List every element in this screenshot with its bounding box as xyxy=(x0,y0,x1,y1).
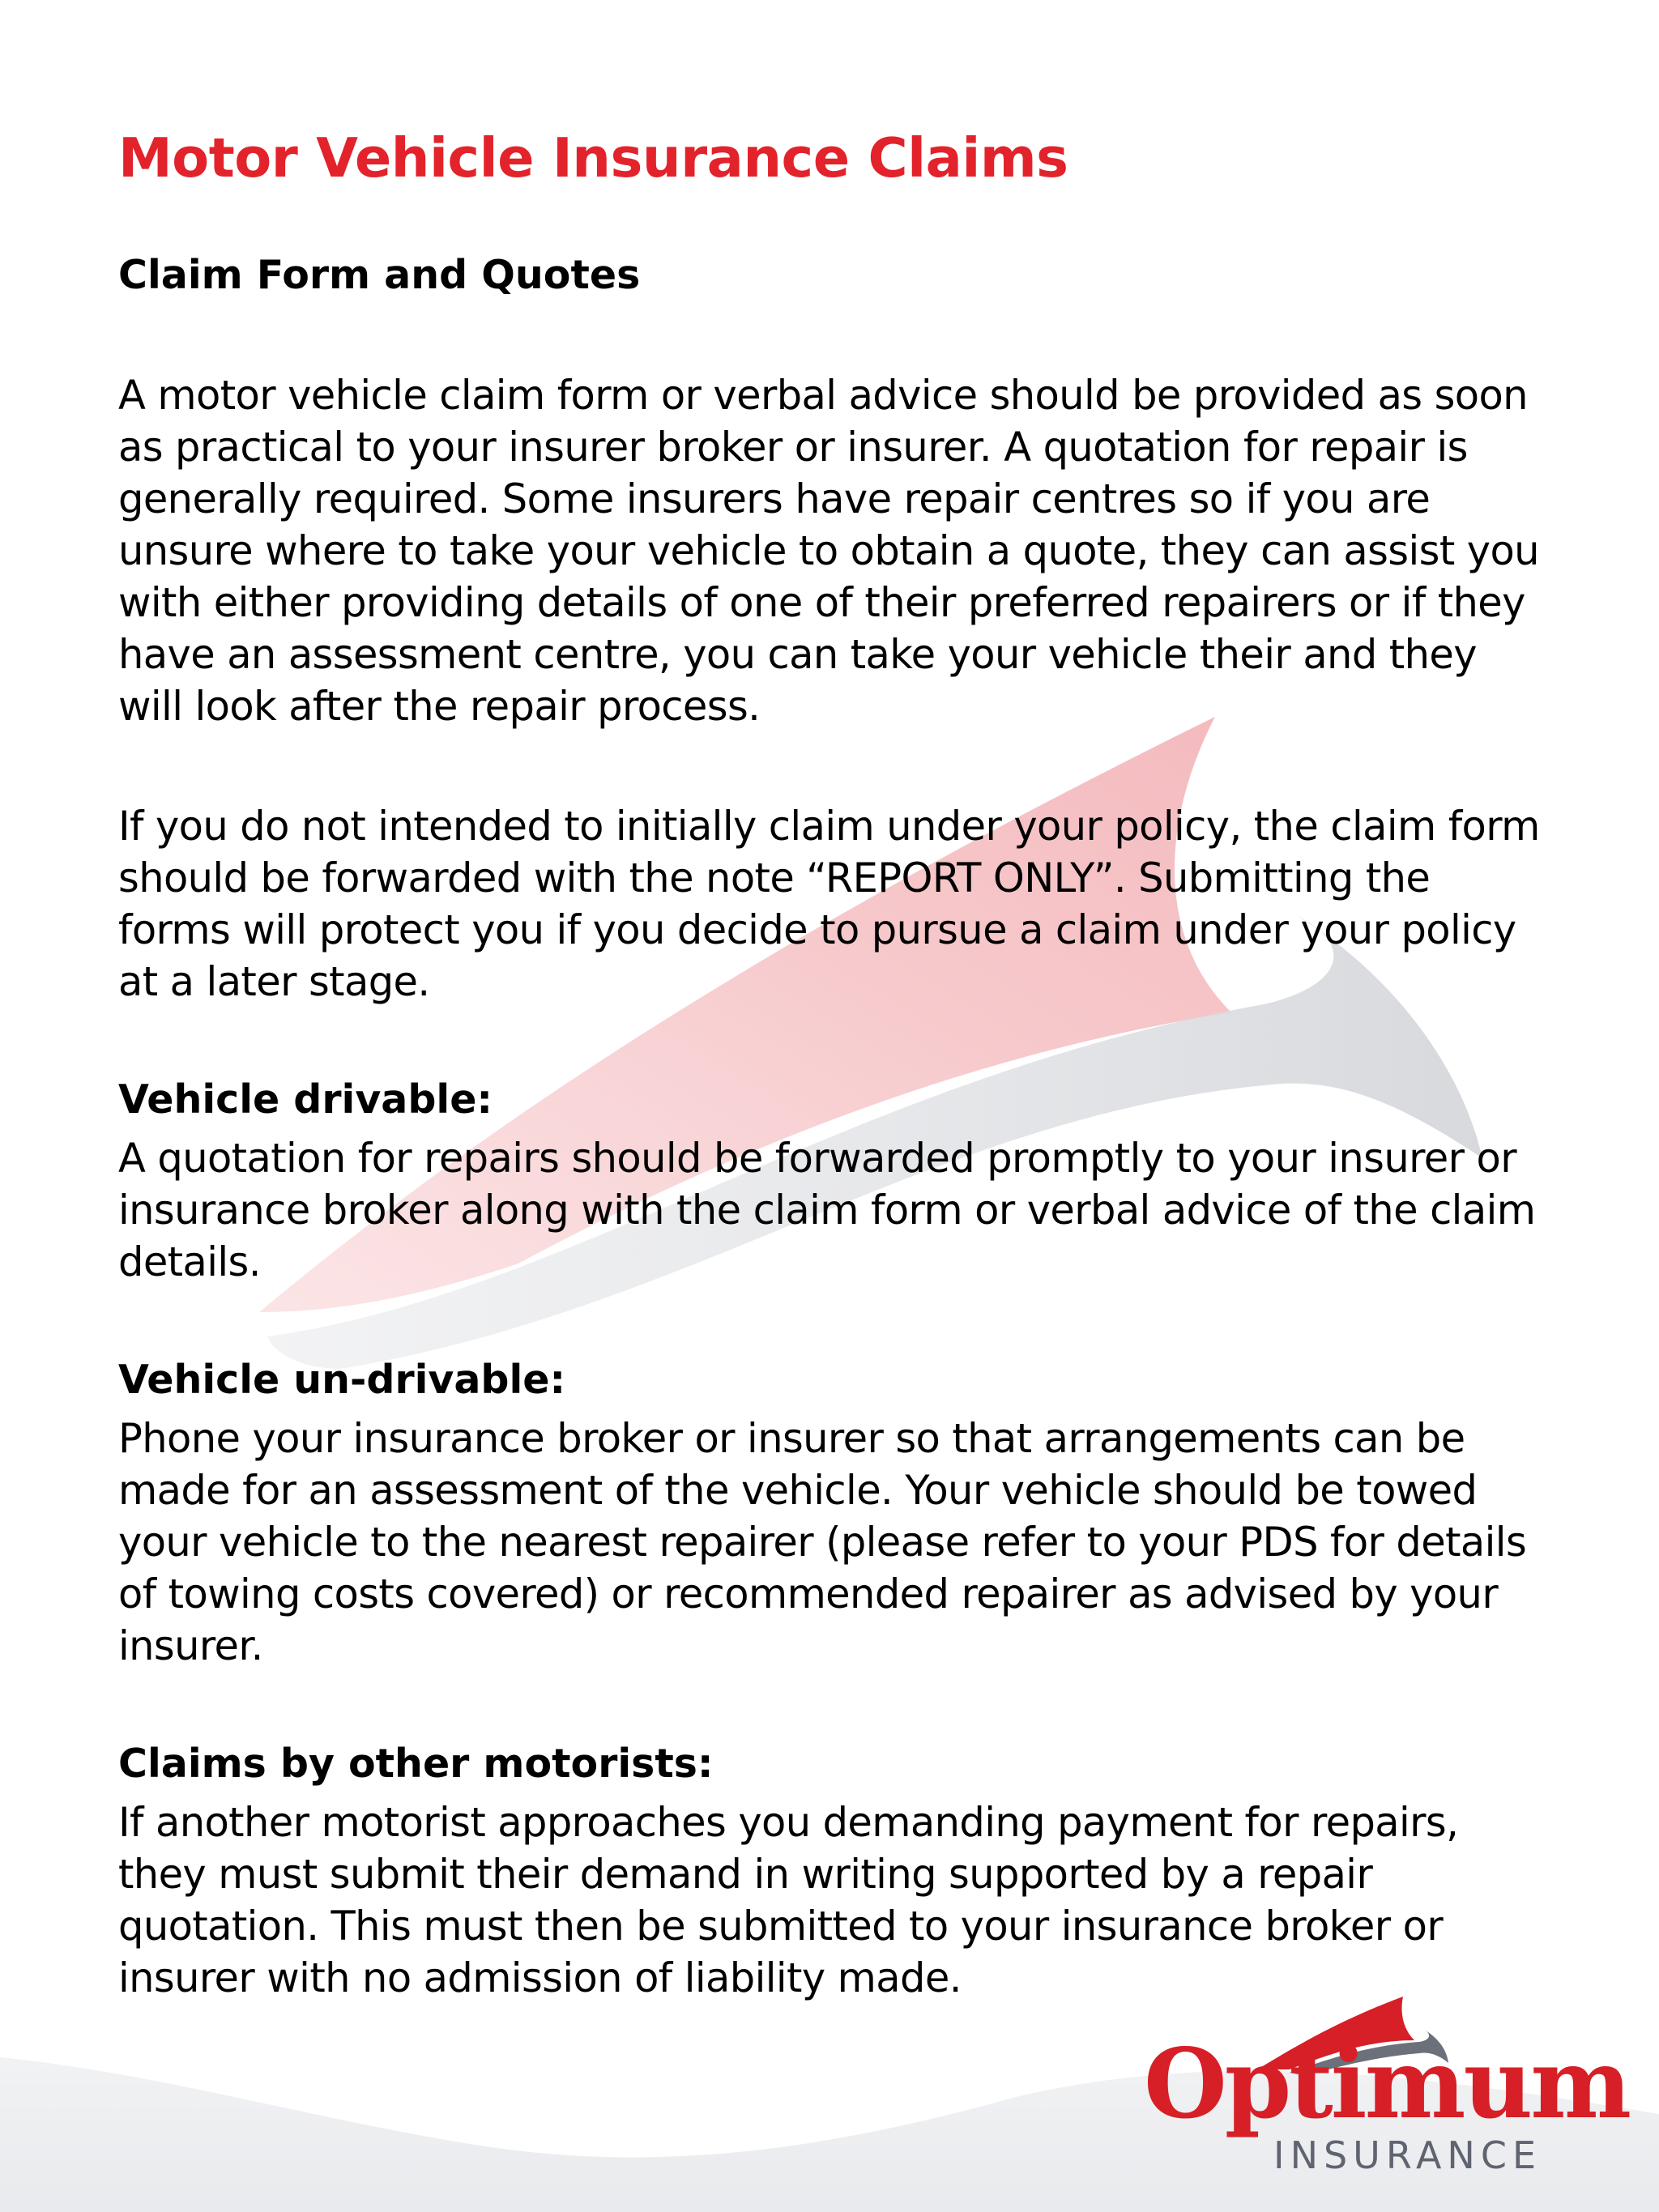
section-heading-drivable: Vehicle drivable: xyxy=(118,1076,493,1123)
section-heading-claim-form: Claim Form and Quotes xyxy=(118,252,641,298)
logo-name: Optimum xyxy=(1144,2027,1630,2140)
section-heading-undrivable: Vehicle un-drivable: xyxy=(118,1357,566,1403)
section-heading-other-motorists: Claims by other motorists: xyxy=(118,1741,714,1787)
section-vehicle-undrivable xyxy=(118,1354,1544,1672)
logo-subtitle: INSURANCE xyxy=(1273,2133,1542,2177)
paragraph-claim-form: A motor vehicle claim form or verbal advice should be provided as soon as practical to your insurer broker or insurer. A quotation for repair is generally required. Some insurers have repair centres so if you are unsure where to take your vehicle to obtain a quote, they can assist you with either providing details of one of their preferred repairers or if they have an assessment centre, you can take your vehicle their and they will look after the repair process. xyxy=(118,372,1539,730)
section-text-other-motorists: If another motorist approaches you demanding payment for repairs, they must submit their demand in writing supported by a repair quotation. This must then be submitted to your insurance broker or insurer with no admission of liability made. xyxy=(118,1799,1459,2001)
document-content xyxy=(118,121,1544,2004)
page-title: Motor Vehicle Insurance Claims xyxy=(118,126,1068,190)
optimum-insurance-logo xyxy=(1144,1988,1630,2191)
section-vehicle-drivable xyxy=(118,1074,1544,1288)
section-other-motorists xyxy=(118,1738,1544,2004)
paragraph-report-only: If you do not intended to initially claim under your policy, the claim form should be forwarded with the note “REPORT ONLY”. Submitting the forms will protect you if you decide to pursue a claim under your policy at a later stage. xyxy=(118,803,1540,1005)
section-text-undrivable: Phone your insurance broker or insurer so that arrangements can be made for an assessment of the vehicle. Your vehicle should be towed your vehicle to the nearest repairer (please refer to your PDS for details of towing costs covered) or recommended repairer as advised by your insurer. xyxy=(118,1415,1527,1669)
section-text-drivable: A quotation for repairs should be forwarded promptly to your insurer or insurance broker along with the claim form or verbal advice of the claim details. xyxy=(118,1135,1536,1285)
